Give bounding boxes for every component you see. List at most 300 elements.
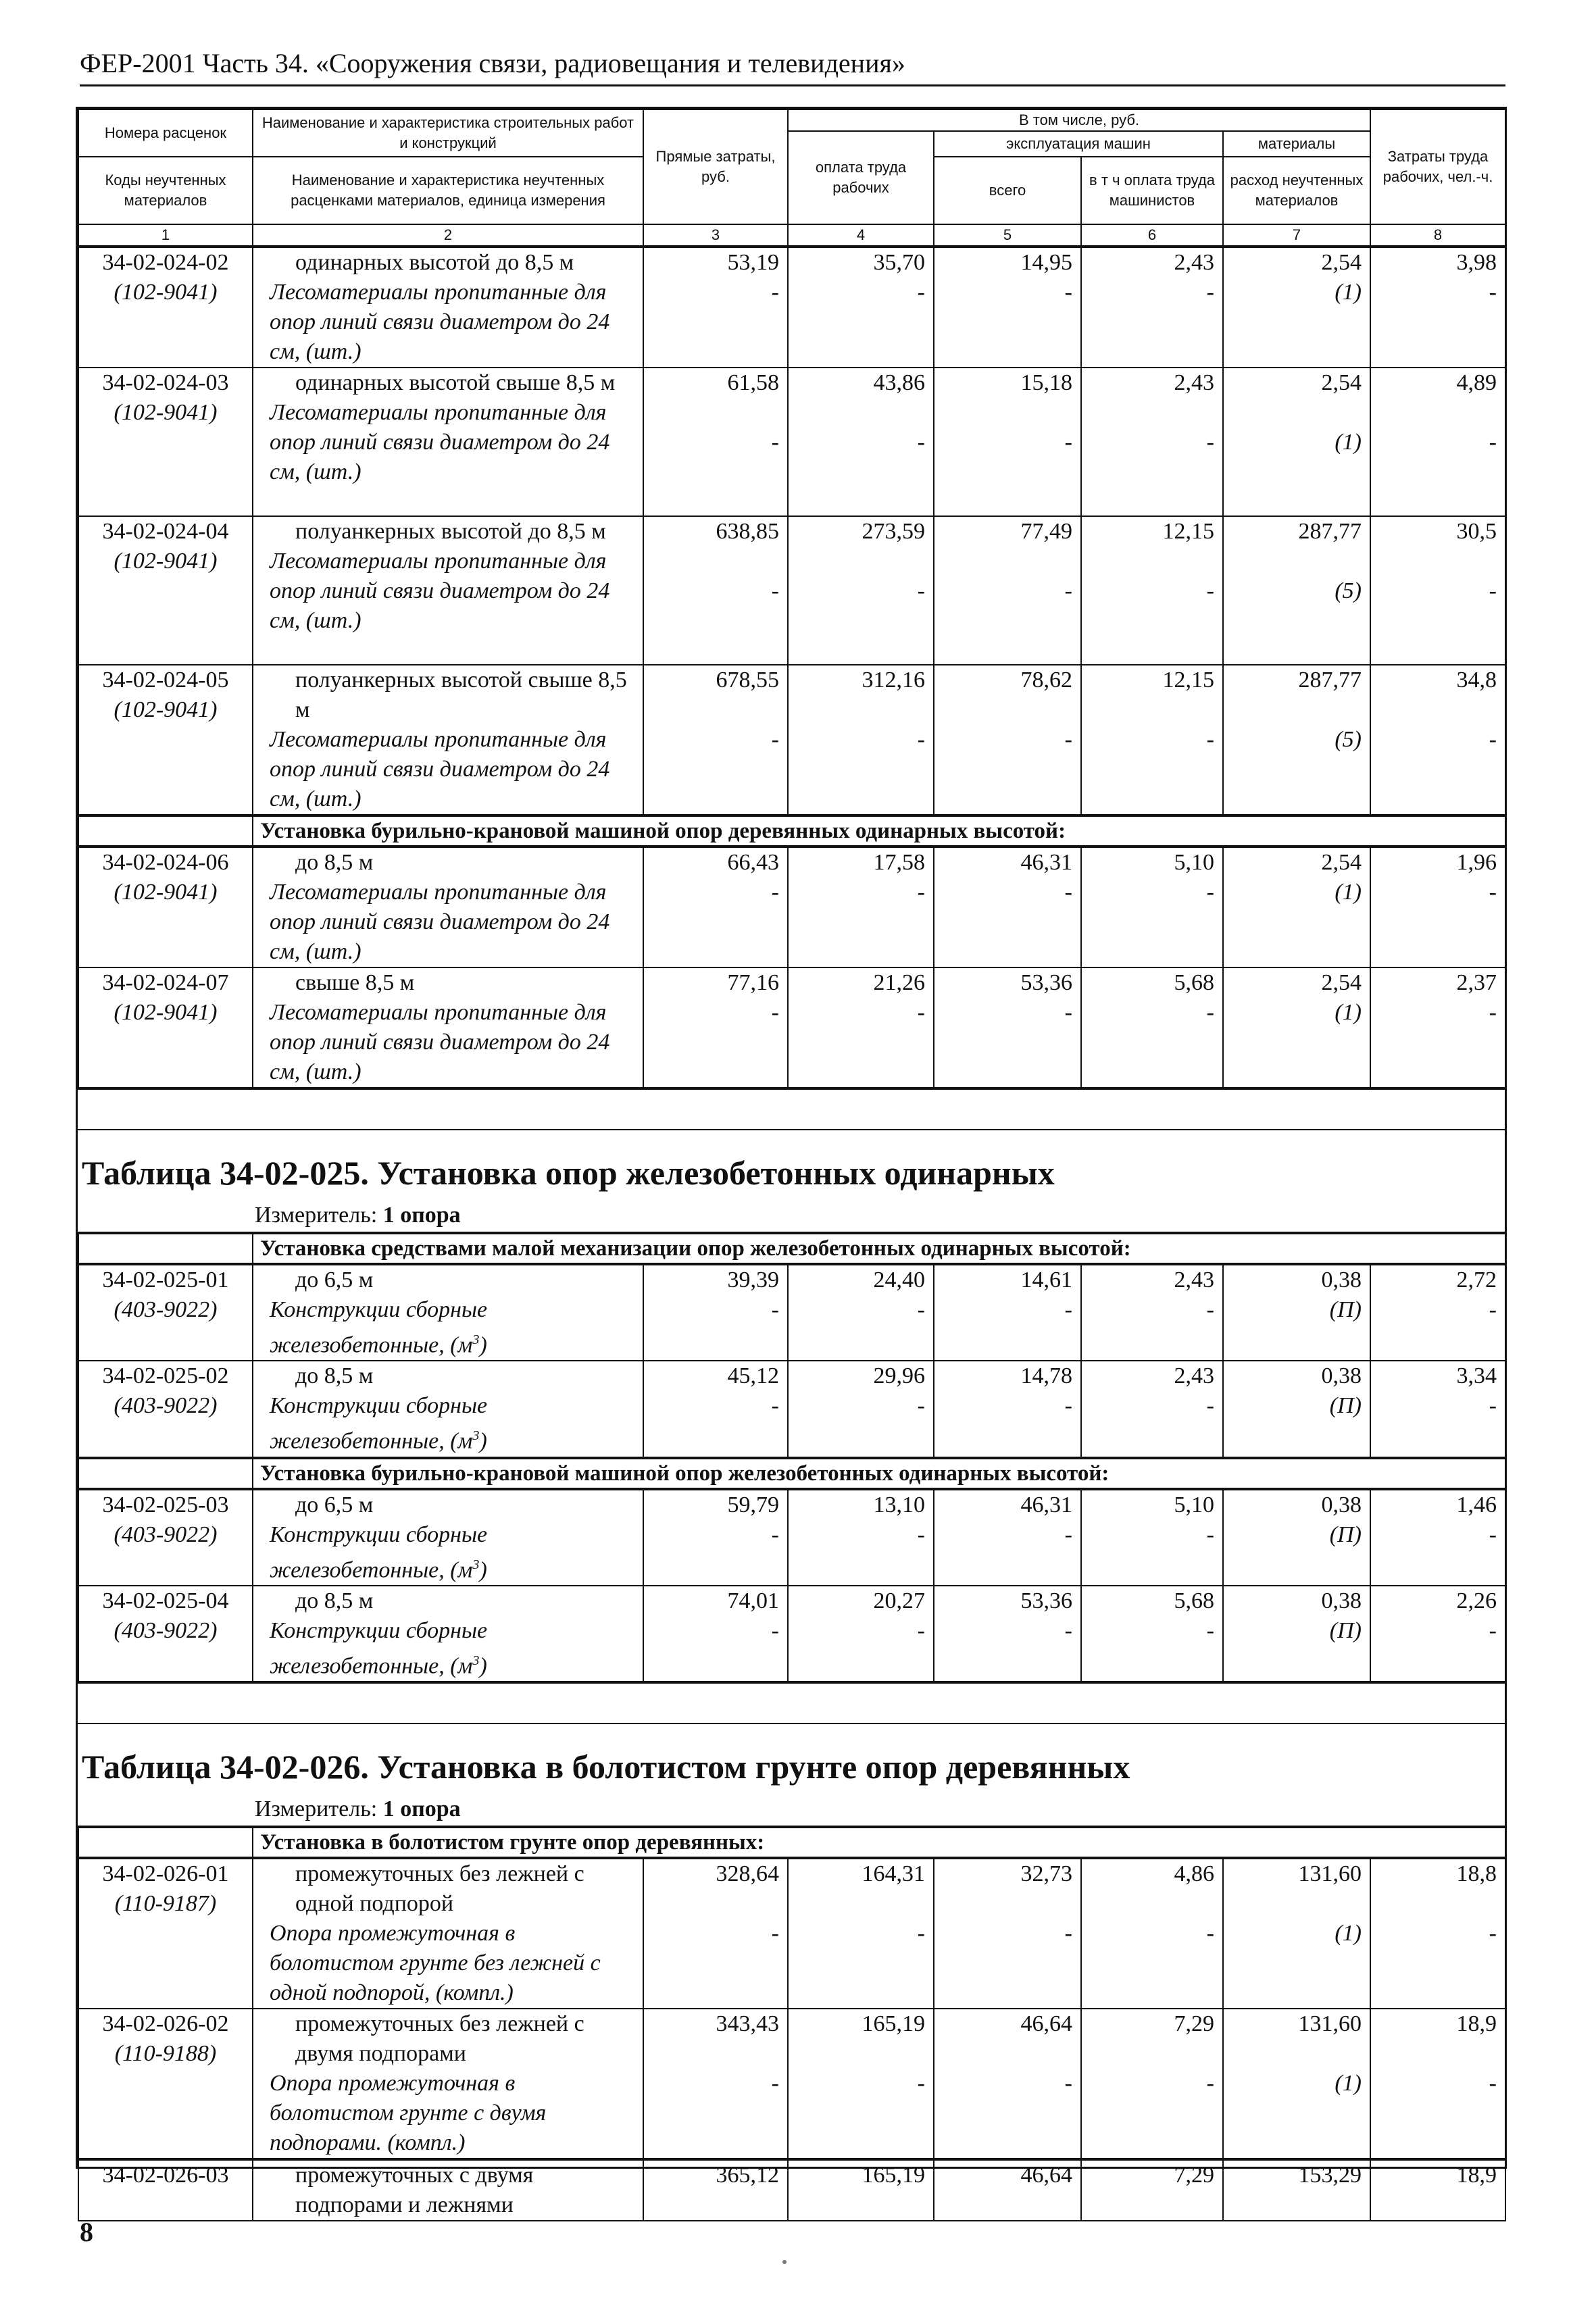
- material-value: -: [1489, 1297, 1497, 1322]
- value-cell: [1370, 368, 1505, 516]
- rate-value: 53,19: [727, 250, 779, 275]
- material-value: -: [917, 1000, 925, 1025]
- value-cell: [788, 1490, 934, 1586]
- rate-row: [78, 2160, 1505, 2221]
- material-value: -: [1206, 1921, 1214, 1946]
- work-description: одинарных высотой до 8,5 м: [295, 250, 574, 275]
- rate-value: 29,96: [873, 1363, 925, 1389]
- value-cell: [1081, 2009, 1223, 2159]
- material-value: -: [917, 880, 925, 905]
- material-value: -: [1064, 1393, 1072, 1419]
- measure-value: 1 опора: [382, 1796, 461, 1822]
- material-code: (110-9187): [114, 1891, 217, 1917]
- material-value: -: [771, 727, 779, 752]
- rate-code-cell: [78, 368, 253, 516]
- rate-value: 53,36: [1020, 1588, 1072, 1613]
- material-code: (403-9022): [114, 1617, 218, 1643]
- rate-code-cell: [78, 2009, 253, 2159]
- material-value: -: [771, 880, 779, 905]
- material-code: (102-9041): [114, 697, 218, 722]
- material-value: -: [771, 2071, 779, 2096]
- material-value: (1): [1335, 1000, 1362, 1025]
- material-value: -: [1064, 430, 1072, 455]
- rate-row: [78, 368, 1505, 516]
- material-code: (102-9041): [114, 1000, 218, 1025]
- rate-value: 153,29: [1223, 2160, 1370, 2221]
- material-value: -: [1206, 727, 1214, 752]
- value-cell: [788, 847, 934, 967]
- rate-value: 1,46: [1456, 1492, 1497, 1517]
- rate-description-cell: [253, 2009, 643, 2159]
- material-value: -: [771, 1297, 779, 1322]
- work-description: полуанкерных высотой до 8,5 м: [295, 519, 606, 544]
- rate-value: 17,58: [873, 850, 925, 875]
- col-num: 7: [1223, 224, 1370, 246]
- material-value: (1): [1335, 280, 1362, 305]
- value-cell: [1081, 1265, 1223, 1361]
- rate-value: 638,85: [716, 519, 779, 544]
- value-cell: [1370, 1490, 1505, 1586]
- value-cell: [934, 967, 1081, 1088]
- material-value: -: [1206, 1393, 1214, 1419]
- rate-code-cell: [78, 1361, 253, 1457]
- rate-value: 39,39: [727, 1267, 779, 1292]
- unit-superscript: 3: [472, 1557, 480, 1572]
- material-value: -: [917, 727, 925, 752]
- rate-value: 2,72: [1456, 1267, 1497, 1292]
- material-value: -: [1064, 1921, 1072, 1946]
- value-cell: [1223, 1265, 1370, 1361]
- rate-value: 287,77: [1298, 668, 1362, 693]
- col-num: 8: [1370, 224, 1505, 246]
- rate-code-cell: [78, 1490, 253, 1586]
- unit-superscript: 3: [472, 1653, 480, 1668]
- rate-value: 164,31: [862, 1861, 925, 1887]
- subhead-row: [78, 816, 1505, 846]
- col-num: 4: [788, 224, 934, 246]
- column-numbers-row: [78, 224, 1505, 246]
- value-cell: [788, 247, 934, 368]
- rate-row: [78, 1265, 1505, 1361]
- subhead-row: [78, 1828, 1505, 1857]
- rate-description-cell: [253, 516, 643, 665]
- value-cell: [788, 967, 934, 1088]
- material-value: -: [771, 578, 779, 603]
- value-cell: [1081, 516, 1223, 665]
- rate-description-cell: [253, 847, 643, 967]
- rate-value: 3,34: [1456, 1363, 1497, 1389]
- rate-value: 365,12: [643, 2160, 788, 2221]
- rate-description-cell: [253, 1859, 643, 2009]
- material-text: Конструкции сборные железобетонные, (м: [270, 1297, 488, 1358]
- material-value: -: [1489, 1000, 1497, 1025]
- rate-value: 20,27: [873, 1588, 925, 1613]
- material-text: Конструкции сборные железобетонные, (м: [270, 1393, 488, 1454]
- work-description: до 6,5 м: [295, 1267, 374, 1292]
- rate-value: 18,8: [1456, 1861, 1497, 1887]
- rate-value: 43,86: [873, 370, 925, 395]
- material-value: -: [771, 280, 779, 305]
- section-spacer: [78, 1682, 1505, 1723]
- rate-value: 131,60: [1298, 1861, 1362, 1887]
- material-text: Лесоматериалы пропитанные для опор линий связи диаметром до 24 см, (шт.): [270, 727, 610, 811]
- rate-value: 165,19: [788, 2160, 934, 2221]
- value-cell: [1223, 516, 1370, 665]
- value-cell: [1370, 847, 1505, 967]
- rates-group: [78, 1264, 1506, 1458]
- material-value: -: [1064, 578, 1072, 603]
- value-cell: [1370, 1859, 1505, 2009]
- rate-value: 2,26: [1456, 1588, 1497, 1613]
- work-description: до 8,5 м: [295, 1588, 374, 1613]
- value-cell: [934, 665, 1081, 815]
- material-value: -: [1489, 1617, 1497, 1643]
- value-cell: [1081, 247, 1223, 368]
- rate-value: 2,54: [1321, 250, 1362, 275]
- material-value: -: [771, 1521, 779, 1547]
- rate-value: 678,55: [716, 668, 779, 693]
- rate-code-cell: [78, 247, 253, 368]
- material-value: -: [1206, 1521, 1214, 1547]
- material-value: -: [1206, 1297, 1214, 1322]
- rate-value: 46,31: [1020, 1492, 1072, 1517]
- value-cell: [788, 1586, 934, 1682]
- value-cell: [1081, 368, 1223, 516]
- unit-superscript: 3: [472, 1332, 480, 1347]
- material-value: -: [917, 578, 925, 603]
- col-direct-costs: Прямые затраты, руб.: [643, 109, 788, 224]
- value-cell: [788, 516, 934, 665]
- material-value: (П): [1329, 1521, 1362, 1547]
- rate-value: 4,89: [1456, 370, 1497, 395]
- table-title: Таблица 34-02-026. Установка в болотистом грунте опор деревянных: [82, 1748, 1130, 1786]
- material-value: -: [1064, 2071, 1072, 2096]
- value-cell: [1223, 1586, 1370, 1682]
- rate-value: 3,98: [1456, 250, 1497, 275]
- material-value: -: [1064, 880, 1072, 905]
- material-description: [260, 1616, 637, 1681]
- material-value: -: [1206, 430, 1214, 455]
- value-cell: [643, 247, 788, 368]
- material-code: (102-9041): [114, 549, 218, 574]
- material-text: Конструкции сборные железобетонные, (м: [270, 1521, 488, 1582]
- rate-value: 165,19: [862, 2011, 925, 2037]
- value-cell: [643, 1490, 788, 1586]
- rate-value: 45,12: [727, 1363, 779, 1389]
- material-code: (102-9041): [114, 880, 218, 905]
- page-header: ФЕР-2001 Часть 34. «Сооружения связи, радиовещания и телевидения»: [80, 47, 1505, 86]
- rate-row: [78, 847, 1505, 967]
- rate-description-cell: [253, 967, 643, 1088]
- rate-description-cell: [253, 247, 643, 368]
- rate-value: 18,9: [1456, 2011, 1497, 2037]
- value-cell: [643, 516, 788, 665]
- value-cell: [934, 1859, 1081, 2009]
- subhead-text: Установка средствами малой механизации опор железобетонных одинарных высотой:: [253, 1234, 1505, 1263]
- value-cell: [1370, 247, 1505, 368]
- value-cell: [1223, 1490, 1370, 1586]
- material-value: (5): [1335, 578, 1362, 603]
- rate-description-cell: [253, 1265, 643, 1361]
- material-value: -: [1206, 578, 1214, 603]
- value-cell: [788, 368, 934, 516]
- rate-value: 2,54: [1321, 970, 1362, 995]
- rate-value: 7,29: [1081, 2160, 1223, 2221]
- value-cell: [1081, 1586, 1223, 1682]
- rate-value: 2,37: [1456, 970, 1497, 995]
- value-cell: [1081, 967, 1223, 1088]
- page-number: 8: [80, 2217, 93, 2247]
- rate-value: 46,64: [934, 2160, 1081, 2221]
- value-cell: [643, 665, 788, 815]
- material-description: [260, 878, 637, 967]
- work-description: промежуточных без лежней с двумя подпорами: [295, 2011, 584, 2067]
- material-value: -: [1206, 880, 1214, 905]
- material-value: -: [917, 1617, 925, 1643]
- rates-group: [78, 847, 1506, 1088]
- material-value: (1): [1335, 430, 1362, 455]
- subhead-indent: [78, 1234, 253, 1263]
- material-text: Лесоматериалы пропитанные для опор линий связи диаметром до 24 см, (шт.): [270, 1000, 610, 1084]
- col-num: 5: [934, 224, 1081, 246]
- material-value: -: [1206, 280, 1214, 305]
- material-code: (110-9188): [114, 2041, 217, 2067]
- value-cell: [643, 1586, 788, 1682]
- rate-value: 24,40: [873, 1267, 925, 1292]
- value-cell: [1370, 665, 1505, 815]
- rate-value: 78,62: [1020, 668, 1072, 693]
- value-cell: [1081, 1490, 1223, 1586]
- rate-value: 77,16: [727, 970, 779, 995]
- material-description: [260, 1391, 637, 1456]
- rates-group: [78, 1489, 1506, 1683]
- table-34-02-026-heading: [78, 1723, 1505, 1827]
- rate-value: 15,18: [1020, 370, 1072, 395]
- rate-code-cell: [78, 1586, 253, 1682]
- subhead-text: Установка в болотистом грунте опор деревянных:: [253, 1828, 1505, 1857]
- material-value: -: [917, 1393, 925, 1419]
- rate-value: 2,43: [1174, 1267, 1214, 1292]
- material-text: Опора промежуточная в болотистом грунте без лежней с одной подпорой, (компл.): [270, 1921, 601, 2006]
- rate-value: 12,15: [1162, 668, 1214, 693]
- table-title: Таблица 34-02-025. Установка опор железобетонных одинарных: [82, 1154, 1055, 1192]
- rate-description-cell: [253, 665, 643, 815]
- work-description: свыше 8,5 м: [295, 970, 415, 995]
- value-cell: [934, 516, 1081, 665]
- rate-value: 32,73: [1020, 1861, 1072, 1887]
- material-description: [260, 1520, 637, 1585]
- rate-row: [78, 1586, 1505, 1682]
- value-cell: [1081, 665, 1223, 815]
- rate-value: 77,49: [1020, 519, 1072, 544]
- value-cell: [1370, 967, 1505, 1088]
- material-value: -: [1064, 1617, 1072, 1643]
- material-description: [260, 2069, 637, 2158]
- material-value: -: [917, 280, 925, 305]
- material-value: -: [1064, 1521, 1072, 1547]
- material-code: (102-9041): [114, 400, 218, 425]
- material-value: -: [1489, 1921, 1497, 1946]
- value-cell: [1223, 368, 1370, 516]
- value-cell: [1370, 1586, 1505, 1682]
- value-cell: [1370, 516, 1505, 665]
- rate-description-cell: [253, 1490, 643, 1586]
- rate-value: 14,78: [1020, 1363, 1072, 1389]
- material-value: -: [1064, 1000, 1072, 1025]
- material-description: [260, 278, 637, 367]
- rate-description-cell: [253, 368, 643, 516]
- value-cell: [1223, 665, 1370, 815]
- col-rate-number: Номера расценок: [78, 109, 253, 157]
- subhead-row: [78, 1234, 1505, 1263]
- scan-speck: [782, 2260, 787, 2264]
- table-34-02-025-heading: [78, 1129, 1505, 1233]
- col-worker-pay: оплата труда рабочих: [788, 131, 934, 224]
- rate-row: [78, 1361, 1505, 1457]
- rate-code: 34-02-025-01: [102, 1267, 229, 1292]
- rate-value: 12,15: [1162, 519, 1214, 544]
- material-text: Опора промежуточная в болотистом грунте с двумя подпорами. (компл.): [270, 2071, 547, 2156]
- material-value: -: [917, 1297, 925, 1322]
- col-num: 1: [78, 224, 253, 246]
- value-cell: [1223, 2009, 1370, 2159]
- rate-value: 1,96: [1456, 850, 1497, 875]
- rate-value: 273,59: [862, 519, 925, 544]
- rate-value: 74,01: [727, 1588, 779, 1613]
- material-value: -: [917, 2071, 925, 2096]
- value-cell: [934, 1586, 1081, 1682]
- material-value: -: [1206, 1000, 1214, 1025]
- material-text: Лесоматериалы пропитанные для опор линий связи диаметром до 24 см, (шт.): [270, 280, 610, 364]
- value-cell: [934, 1265, 1081, 1361]
- rate-code: 34-02-024-04: [102, 519, 229, 544]
- rate-code-cell: [78, 847, 253, 967]
- work-description: промежуточных с двумя подпорами и лежнями: [295, 2163, 534, 2218]
- value-cell: [643, 847, 788, 967]
- col-material-name: Наименование и характеристика неучтенных расценками материалов, единица измерения: [253, 157, 643, 224]
- material-value: -: [1064, 280, 1072, 305]
- material-value: -: [1206, 1617, 1214, 1643]
- value-cell: [934, 1490, 1081, 1586]
- value-cell: [788, 2009, 934, 2159]
- rate-value: 2,54: [1321, 370, 1362, 395]
- rate-value: 343,43: [716, 2011, 779, 2037]
- material-value: -: [1489, 727, 1497, 752]
- material-value: -: [1489, 430, 1497, 455]
- rate-row: [78, 247, 1505, 368]
- rate-code: 34-02-024-05: [102, 668, 229, 693]
- rates-group: [78, 1858, 1506, 2159]
- rate-value: 34,8: [1456, 668, 1497, 693]
- subhead-indent: [78, 816, 253, 846]
- rate-description-cell: [253, 1586, 643, 1682]
- rate-value: 14,61: [1020, 1267, 1072, 1292]
- rate-value: 0,38: [1321, 1363, 1362, 1389]
- material-text: Лесоматериалы пропитанные для опор линий связи диаметром до 24 см, (шт.): [270, 400, 610, 484]
- rate-value: 312,16: [862, 668, 925, 693]
- subhead-text: Установка бурильно-крановой машиной опор железобетонных одинарных высотой:: [253, 1459, 1505, 1488]
- material-code: (403-9022): [114, 1521, 218, 1547]
- unit-superscript: 3: [472, 1428, 480, 1444]
- rate-value: 2,43: [1174, 370, 1214, 395]
- material-value: -: [917, 1521, 925, 1547]
- rate-code: 34-02-025-02: [102, 1363, 229, 1389]
- rate-value: 0,38: [1321, 1492, 1362, 1517]
- value-cell: [1223, 1361, 1370, 1457]
- section-spacer: [78, 1088, 1505, 1129]
- value-cell: [1081, 1859, 1223, 2009]
- value-cell: [1370, 1361, 1505, 1457]
- rate-code: 34-02-026-02: [102, 2011, 229, 2037]
- value-cell: [1223, 1859, 1370, 2009]
- rate-value: 5,10: [1174, 1492, 1214, 1517]
- rate-code-cell: [78, 1265, 253, 1361]
- material-value: (П): [1329, 1297, 1362, 1322]
- material-value: -: [1489, 1393, 1497, 1419]
- value-cell: [643, 2009, 788, 2159]
- rates-group: [78, 247, 1506, 815]
- col-num: 6: [1081, 224, 1223, 246]
- rate-code: 34-02-026-01: [102, 1861, 229, 1887]
- material-value: -: [771, 1000, 779, 1025]
- rate-row: [78, 665, 1505, 815]
- value-cell: [643, 368, 788, 516]
- work-description: до 6,5 м: [295, 1492, 374, 1517]
- rate-value: 0,38: [1321, 1267, 1362, 1292]
- rate-value: 287,77: [1298, 519, 1362, 544]
- rate-code: 34-02-025-04: [102, 1588, 229, 1613]
- measure-unit: [78, 1192, 1505, 1232]
- rate-code-cell: [78, 665, 253, 815]
- material-value: -: [1206, 2071, 1214, 2096]
- rate-value: 61,58: [727, 370, 779, 395]
- value-cell: [1081, 847, 1223, 967]
- value-cell: [788, 1265, 934, 1361]
- rate-value: 59,79: [727, 1492, 779, 1517]
- rate-value: 35,70: [873, 250, 925, 275]
- rate-value: 14,95: [1020, 250, 1072, 275]
- rate-value: 21,26: [873, 970, 925, 995]
- rate-code: 34-02-024-06: [102, 850, 229, 875]
- rate-code: 34-02-026-03: [78, 2160, 253, 2221]
- value-cell: [788, 665, 934, 815]
- value-cell: [788, 1361, 934, 1457]
- subhead-row: [78, 1459, 1505, 1488]
- value-cell: [1370, 2009, 1505, 2159]
- rate-row: [78, 2009, 1505, 2159]
- rate-code-cell: [78, 1859, 253, 2009]
- col-material-codes: Коды неучтенных материалов: [78, 157, 253, 224]
- rate-value: 2,43: [1174, 250, 1214, 275]
- rate-code: 34-02-024-02: [102, 250, 229, 275]
- col-num: 2: [253, 224, 643, 246]
- material-value: -: [917, 430, 925, 455]
- material-value: (5): [1335, 727, 1362, 752]
- material-description: [260, 725, 637, 814]
- rate-value: 5,68: [1174, 1588, 1214, 1613]
- rate-value: 66,43: [727, 850, 779, 875]
- rate-value: 13,10: [873, 1492, 925, 1517]
- material-description: [260, 1919, 637, 2008]
- rate-value: 46,31: [1020, 850, 1072, 875]
- rate-value: 18,9: [1370, 2160, 1505, 2221]
- work-description: полуанкерных высотой свыше 8,5 м: [295, 668, 627, 722]
- rate-code: 34-02-024-03: [102, 370, 229, 395]
- value-cell: [643, 967, 788, 1088]
- value-cell: [643, 1361, 788, 1457]
- material-text: Лесоматериалы пропитанные для опор линий связи диаметром до 24 см, (шт.): [270, 880, 610, 964]
- material-value: -: [1064, 1297, 1072, 1322]
